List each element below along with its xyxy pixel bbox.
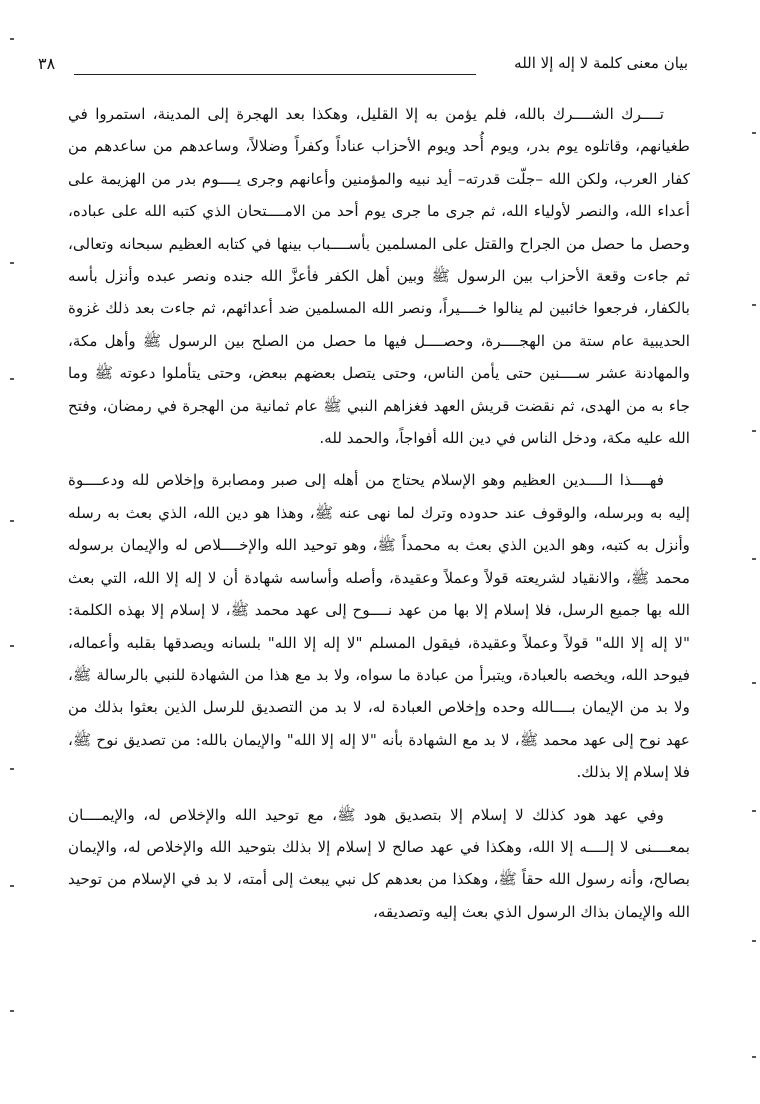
- scan-margin-mark: [10, 768, 14, 770]
- paragraph-3: وفي عهد هود كذلك لا إسلام إلا بتصديق هود ﷺ، مع توحيد الله والإخلاص له، والإيمــــان بمعــــنى لا إلــــه إلا الله، وهكذا في عهد صالح لا إسلام إلا بذلك بتوحيد الله والإخلاص له، والإيمان بصالح، وأنه رسول الله حقاً ﷺ، وهكذا من بعدهم كل نبي يبعث إلى أمته، لا بد في الإسلام من توحيد الله والإيمان بذاك الرسول الذي بعث إليه وتصديقه،: [68, 805, 690, 921]
- scan-margin-mark: [752, 430, 756, 432]
- scan-margin-mark: [10, 262, 14, 264]
- page-body: [68, 98, 690, 928]
- scan-margin-mark: [10, 1010, 14, 1012]
- scan-margin-mark: [752, 682, 756, 684]
- paragraph-1: تــــرك الشــــرك بالله، فلم يؤمن به إلا القليل، وهكذا بعد الهجرة إلى المدينة، استمروا في طغيانهم، وقاتلوه يوم بدر، ويوم أُحد ويوم الأحزاب عناداً وكفراً وضلالاً، وساعدهم من ساعدهم من كفار العرب، ولكن الله –جلّت قدرته– أيد نبيه والمؤمنين وأعانهم وجرى يــــوم بدر من الهزيمة على أعداء الله، والنصر لأولياء الله، ثم جرى ما جرى يوم أحد من الامــــتحان الذي كتبه الله على عباده، وحصل ما حصل من الجراح والقتل على المسلمين بأســــباب بينها في كتابه العظيم سبحانه وتعالى، ثم جاءت وقعة الأحزاب بين الرسول ﷺ وبين أهل الكفر فأعزَّ الله جنده ونصر عبده وأنزل بأسه بالكفار، فرجعوا خائبين لم ينالوا خــــيراً، ونصر الله المسلمين ضد أعدائهم، ثم جاءت بعد ذلك غزوة الحديبية عام ستة من الهجــــرة، وحصــــل فيها ما حصل من الصلح بين الرسول ﷺ وأهل مكة، والمهادنة عشر ســــنين حتى يأمن الناس، وحتى يتصل بعضهم ببعض، وحتى يتأملوا دعوته ﷺ وما جاء به من الهدى، ثم نقضت قريش العهد فغزاهم النبي ﷺ عام ثمانية من الهجرة في رمضان، وفتح الله عليه مكة، ودخل الناس في دين الله أفواجاً، والحمد لله.: [68, 105, 690, 448]
- header-rule: [74, 74, 476, 75]
- scan-margin-mark: [752, 940, 756, 942]
- running-title: بيان معنى كلمة لا إله إلا الله: [514, 54, 688, 72]
- scan-margin-mark: [10, 645, 14, 647]
- scan-margin-mark: [752, 810, 756, 812]
- page-header: [38, 50, 688, 84]
- page-number: ٣٨: [38, 54, 56, 73]
- scan-margin-mark: [752, 1056, 756, 1058]
- scan-margin-mark: [10, 38, 14, 40]
- scan-margin-mark: [10, 378, 14, 380]
- scan-margin-mark: [752, 132, 756, 134]
- paragraph-2: فهــــذا الــــدين العظيم وهو الإسلام يحتاج من أهله إلى صبر ومصابرة وإخلاص لله ودعــــوة إليه به وبرسله، والوقوف عند حدوده وترك لما نهى عنه ﷺ، وهذا هو دين الله، الذي بعث به رسله وأنزل به كتبه، وهو الدين الذي بعث به محمداً ﷺ، وهو توحيد الله والإخــــلاص له والإيمان برسوله محمد ﷺ، والانقياد لشريعته قولاً وعملاً وعقيدة، وأصله وأساسه شهادة أن لا إله إلا الله، التي بعث الله بها جميع الرسل، فلا إسلام إلا بها من عهد نــــوح إلى عهد محمد ﷺ، لا إسلام إلا بهذه الكلمة: "لا إله إلا الله" قولاً وعملاً وعقيدة، فيقول المسلم "لا إله إلا الله" بلسانه ويصدقها بقلبه وأعماله، فيوحد الله، ويخصه بالعبادة، ويتبرأ من عبادة ما سواه، ولا بد مع هذا من الشهادة للنبي بالرسالة ﷺ، ولا بد من الإيمان بــــالله وحده وإخلاص العبادة له، لا بد من التصديق للرسل الذين بعثوا بذلك من عهد نوح إلى عهد محمد ﷺ، لا بد مع الشهادة بأنه "لا إله إلا الله" والإيمان بالله: من تصديق نوح ﷺ، فلا إسلام إلا بذلك.: [68, 471, 690, 782]
- scan-margin-mark: [752, 558, 756, 560]
- scan-margin-mark: [752, 304, 756, 306]
- scan-margin-mark: [10, 520, 14, 522]
- scan-margin-mark: [10, 885, 14, 887]
